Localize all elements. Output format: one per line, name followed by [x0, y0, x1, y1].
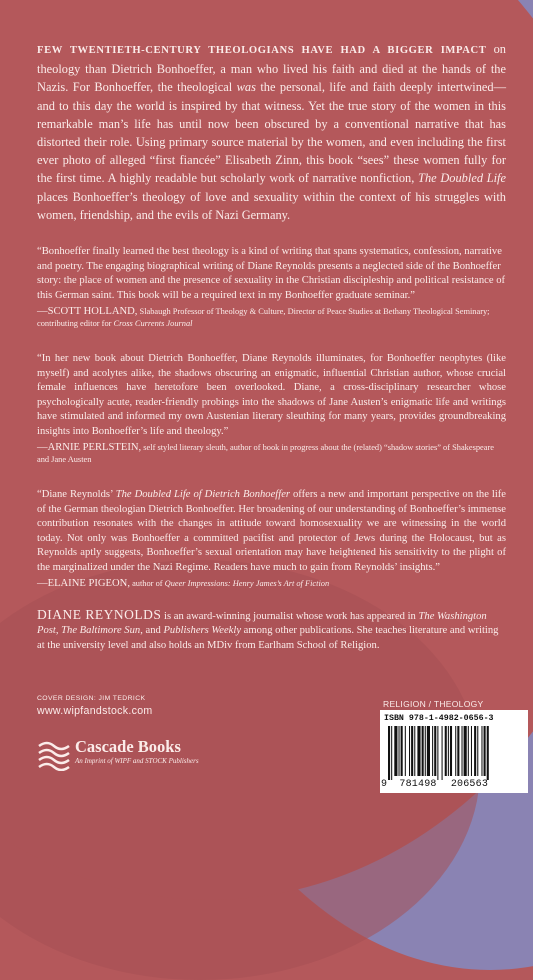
- book-title-mention: The Doubled Life: [418, 171, 507, 186]
- publisher-website: www.wipfandstock.com: [37, 705, 153, 717]
- endorser-name: —SCOTT HOLLAND,: [37, 306, 138, 318]
- publisher-name: Cascade Books: [75, 737, 181, 756]
- bio-text: among other publications. She teaches literature and writing at the university level and also holds an MDiv from Earlham School of Religion.: [37, 625, 499, 651]
- category-label: RELIGION / THEOLOGY: [383, 699, 484, 709]
- blurb-text: places Bonhoeffer’s theology of love and sexuality within the context of his struggles with women, friendship, and the evils of Nazi Germany.: [37, 189, 506, 222]
- author-bio: [37, 608, 506, 654]
- publication-name: Publishers Weekly: [163, 625, 242, 637]
- isbn-label: ISBN 978-1-4982-0656-3: [384, 714, 494, 723]
- bio-text: ,: [55, 625, 62, 637]
- credits: [37, 695, 153, 717]
- blurb-text: on theology than Dietrich Bonhoeffer, a man who lived his faith and died at the hands of the Nazis. For Bonhoeffer, the theological: [37, 42, 506, 95]
- endorser-affiliation: author of: [129, 579, 165, 589]
- endorsement-quote-3: [37, 488, 506, 575]
- endorser-name: —ELAINE PIGEON,: [37, 578, 130, 590]
- publication-name: The Washington Post: [37, 610, 487, 637]
- barcode-digits-left: 781498: [399, 779, 437, 790]
- endorsement-quote-1: [37, 245, 506, 303]
- endorsement-attribution-2: [37, 442, 506, 465]
- blurb-lead: FEW TWENTIETH-CENTURY THEOLOGIANS HAVE HAD A BIGGER IMPACT: [37, 45, 487, 56]
- quote-open: “Diane Reynolds’: [37, 489, 116, 501]
- book-description: [37, 40, 506, 224]
- back-cover-text: [37, 40, 506, 653]
- endorsement-attribution-3: [37, 578, 506, 590]
- quote-text: “Bonhoeffer finally learned the best theology is a kind of writing that spans systematics, confession, narrative and poetry. The engaging biographical writing of Diane Reynolds presents a neglected side of the Bonhoeffer story: the place of women and the presence of sexuality in the Christian discipleship and political resistance of this German saint. This book will be a required text in my Bonhoeffer graduate seminar.”: [37, 246, 506, 301]
- publisher-logo: [37, 737, 199, 771]
- barcode-first-digit: 9: [381, 779, 388, 790]
- endorser-affiliation: self styled literary sleuth, author of book in progress about the (related) “shadow stories” of Shakespeare and Jane Austen: [37, 443, 494, 464]
- isbn-barcode: [380, 710, 528, 793]
- blurb-text: the personal, life and faith deeply intertwined—and to this day the world is inspired by that witness. Yet the true story of the women in this remarkable man’s life has until now been obscured by a conventional narrative that has distorted their role. Using primary source material by the women, and even including the first ever photo of alleged “first fiancée” Elisabeth Zinn, this book “sees” these women fully for the first time. A highly readable but scholarly work of narrative nonfiction,: [37, 80, 506, 186]
- author-name: DIANE REYNOLDS: [37, 606, 162, 622]
- cover-design-credit: COVER DESIGN: JIM TEDRICK: [37, 695, 146, 702]
- cascade-logo-icon: [37, 737, 71, 771]
- endorser-affiliation: Slabaugh Professor of Theology & Culture, Director of Peace Studies at Bethany Theological Seminary; contributing editor for: [37, 307, 490, 328]
- quote-text: offers a new and important perspective on the life of the German theologian Dietrich Bonhoeffer. Her broadening of our understanding of Bonhoeffer’s immense contribution resonates with the changes in attitude toward homosexuality we are witnessing in the world today. Not only was Bonhoeffer a committed pacifist and protector of Jews during the Holocaust, but as Reynolds aptly suggests, Bonhoeffer’s sexual orientation may have heightened his sensitivity to the plight of the marginalized under the Nazi Regime. Readers have much to gain from Reynolds’ insights.”: [37, 489, 506, 573]
- bio-text: , and: [140, 625, 164, 637]
- endorsement-attribution-1: [37, 306, 506, 329]
- endorser-affiliation-em: Queer Impressions: Henry James’s Art of Fiction: [164, 579, 330, 589]
- publication-name: The Baltimore Sun: [61, 625, 141, 637]
- quote-text: “In her new book about Dietrich Bonhoeffer, Diane Reynolds illuminates, for Bonhoeffer neophytes (like myself) and acolytes alike, the shadows obscuring an enigmatic, influential Christian author, whose crucial female influences have heretofore been overlooked. Diane, a cross-disciplinary researcher whose psychologically acute, reader-friendly probings into the shadows of Jane Austen’s enigmatic life and writings have stimulated and informed my own Austenian literary sleuthing for many years, provides groundbreaking insights into Bonhoeffer’s life and theology.”: [37, 353, 506, 437]
- quoted-book-title: The Doubled Life of Dietrich Bonhoeffer: [115, 489, 291, 501]
- blurb-emphasis: was: [236, 80, 256, 95]
- endorsement-quote-2: [37, 352, 506, 439]
- barcode-digits-right: 206563: [450, 779, 489, 790]
- publisher-tagline: An Imprint of WIPF and STOCK Publishers: [75, 757, 199, 765]
- barcode-icon: [384, 726, 524, 780]
- endorser-affiliation-em: Cross Currents Journal: [113, 318, 193, 328]
- barcode-digits: [381, 779, 488, 790]
- bio-text: is an award-winning journalist whose work has appeared in: [161, 610, 419, 622]
- endorser-name: —ARNIE PERLSTEIN,: [37, 442, 142, 454]
